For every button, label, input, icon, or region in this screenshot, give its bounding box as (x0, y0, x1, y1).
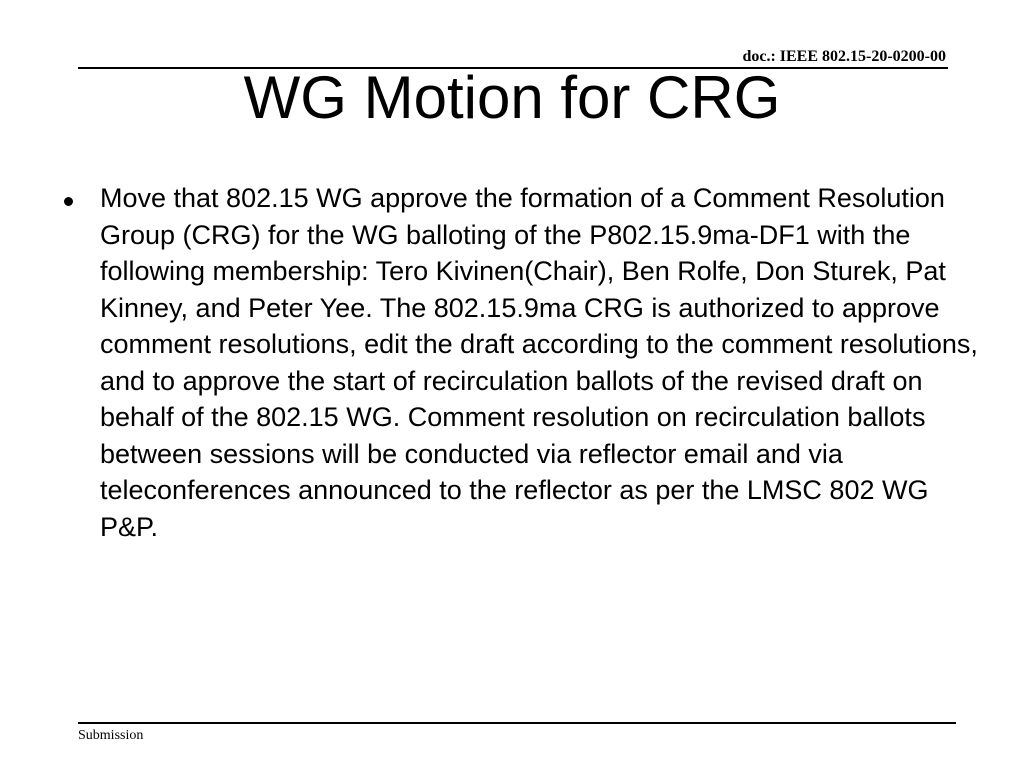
slide-body (60, 180, 980, 545)
motion-text: Move that 802.15 WG approve the formation of a Comment Resolution Group (CRG) for the WG balloting of the P802.15.9ma-DF1 with the following membership: Tero Kivinen(Chair), Ben Rolfe, Don Sturek, Pat Kinney, and Peter Yee. The 802.15.9ma CRG is authorized to approve comment resolutions, edit the draft according to the comment resolutions, and to approve the start of recirculation ballots of the revised draft on behalf of the 802.15 WG. Comment resolution on recirculation ballots between sessions will be conducted via reflector email and via teleconferences announced to the reflector as per the LMSC 802 WG P&P. (100, 183, 978, 542)
footer-divider (78, 722, 956, 724)
bullet-dot-icon (64, 197, 73, 206)
document-id: doc.: IEEE 802.15-20-0200-00 (742, 48, 946, 65)
footer-submission-label: Submission (78, 728, 144, 743)
slide-title: WG Motion for CRG (243, 64, 781, 131)
bullet-item (60, 180, 980, 545)
